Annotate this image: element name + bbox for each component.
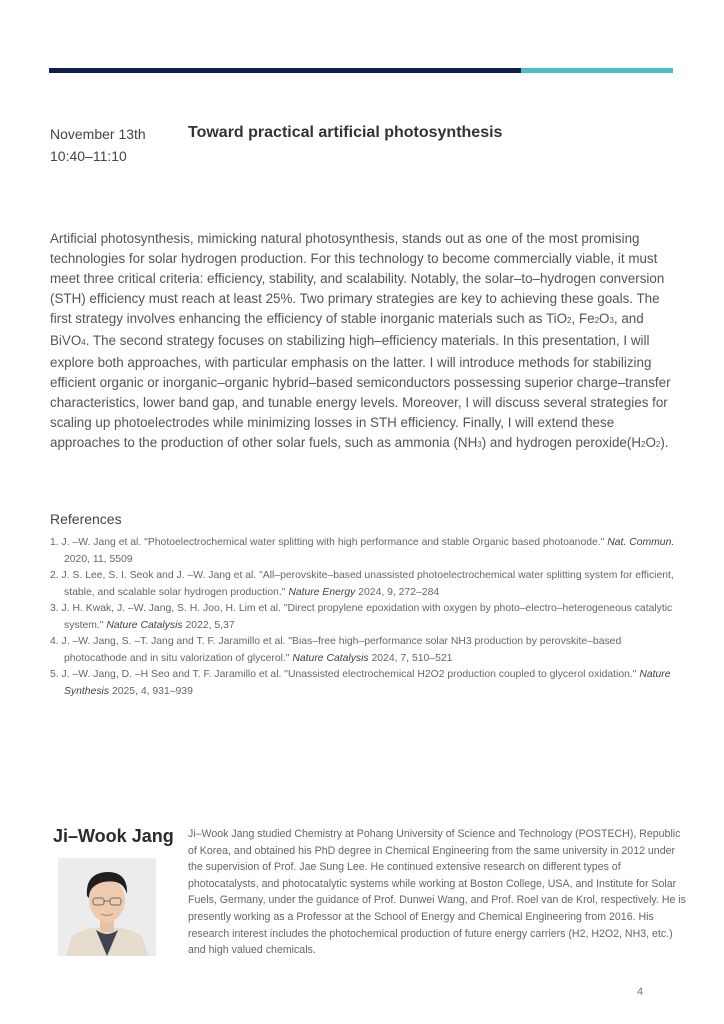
reference-text: 5. J. –W. Jang, D. –H Seo and T. F. Jaramillo et al. "Unassisted electrochemical H2O2 production coupled to glycerol oxidation." [50, 669, 640, 680]
reference-journal: Nature Catalysis [292, 652, 369, 664]
session-datetime [50, 123, 146, 167]
reference-journal: Nat. Commun. [607, 537, 675, 548]
abstract-text: ). [660, 435, 669, 450]
speaker-photo [58, 858, 156, 956]
speaker-bio: Ji–Wook Jang studied Chemistry at Pohang University of Science and Technology (POSTECH), Republic of Korea, and obtained his PhD degree in Chemical Engineering from the same university in 2012 under the supervision of Prof. Jae Sung Lee. He continued extensive research on different types of photocatalysts, and photocatalytic systems while working at Boston College, USA, and Institute for Solar Fuels, Germany, under the guidance of Prof. Dunwei Wang, and Prof. Roel van de Krol, respectively. He is presently working as a Professor at the School of Energy and Chemical Engineering from 2016. His research interest includes the photochemical production of future energy carriers (H2, H2O2, NH3, etc.) and high valued chemicals. [188, 828, 686, 957]
header-color-bar [49, 68, 673, 73]
reference-details: 2022, 5,37 [182, 619, 235, 631]
abstract-text: ) and hydrogen peroxide(H [481, 435, 641, 450]
reference-details: 2025, 4, 931–939 [109, 685, 193, 697]
abstract-text: , Fe [571, 311, 595, 326]
header-bar-teal-segment [521, 68, 673, 73]
reference-details: 2020, 11, 5509 [64, 553, 133, 565]
reference-item [50, 568, 680, 601]
reference-details: 2024, 9, 272–284 [355, 586, 440, 598]
speaker-name: Ji–Wook Jang [53, 826, 174, 846]
reference-journal: Nature Catalysis [106, 619, 183, 631]
talk-title: Toward practical artificial photosynthesis [188, 124, 503, 141]
subscript: 3 [477, 440, 482, 449]
subscript: 4 [81, 338, 86, 347]
reference-item [50, 601, 680, 634]
references-list [50, 535, 680, 700]
abstract-text: Artificial photosynthesis, mimicking natural photosynthesis, stands out as one of the most promising technologies for solar hydrogen production. For this technology to become commercially viable, it must meet three critical criteria: efficiency, stability, and scalability. Notably, the solar–to–hydrogen conversion (STH) efficiency must reach at least 25%. Two primary strategies are key to achieving these goals. The first strategy involves enhancing the efficiency of stable inorganic materials such as TiO [50, 231, 665, 326]
reference-item [50, 535, 680, 568]
abstract-text: , and BiVO [50, 311, 644, 348]
reference-item [50, 634, 680, 667]
abstract-text: O [645, 435, 656, 450]
reference-text: 3. J. H. Kwak, J. –W. Jang, S. H. Joo, H. Lim et al. "Direct propylene epoxidation with oxygen by photo–electro–heterogeneous catalytic system." [50, 603, 673, 631]
subscript: 2 [641, 440, 646, 449]
header-bar-navy-segment [49, 68, 521, 73]
session-date: November 13th [50, 126, 146, 142]
reference-text: 4. J. –W. Jang, S. –T. Jang and T. F. Jaramillo et al. "Bias–free high–performance solar NH3 production by perovskite–based photocathode and in situ valorization of glycerol." [50, 636, 622, 664]
reference-journal: Nature Synthesis [64, 669, 671, 697]
portrait-image [58, 858, 156, 956]
abstract [50, 229, 680, 455]
reference-item [50, 667, 680, 700]
subscript: 2 [655, 440, 661, 449]
reference-text: 1. J. –W. Jang et al. "Photoelectrochemical water splitting with high performance and stable Organic based photoanode." [50, 537, 608, 548]
subscript: 2 [594, 316, 600, 325]
subscript: 3 [609, 316, 614, 325]
references-heading: References [50, 511, 122, 527]
reference-details: 2024, 7, 510–521 [368, 652, 453, 664]
reference-journal: Nature Energy [288, 586, 356, 598]
reference-text: 2. J. S. Lee, S. I. Seok and J. –W. Jang et al. "All–perovskite–based unassisted photoelectrochemical water splitting system for efficient, stable, and scalable solar hydrogen production." [50, 570, 674, 598]
abstract-text: . The second strategy focuses on stabilizing high–efficiency materials. In this presentation, I will explore both approaches, with particular emphasis on the latter. I will introduce methods for stabilizing efficient organic or inorganic–organic hybrid–based semiconductors possessing superior charge–transfer characteristics, lower band gap, and tunable energy levels. Moreover, I will discuss several strategies for scaling up photoelectrodes while minimizing losses in STH efficiency. Finally, I will extend these approaches to the production of other solar fuels, such as ammonia (NH [50, 333, 671, 450]
session-time: 10:40–11:10 [50, 148, 127, 164]
subscript: 2 [567, 316, 572, 325]
page-number: 4 [637, 986, 644, 998]
abstract-text: O [599, 311, 610, 326]
